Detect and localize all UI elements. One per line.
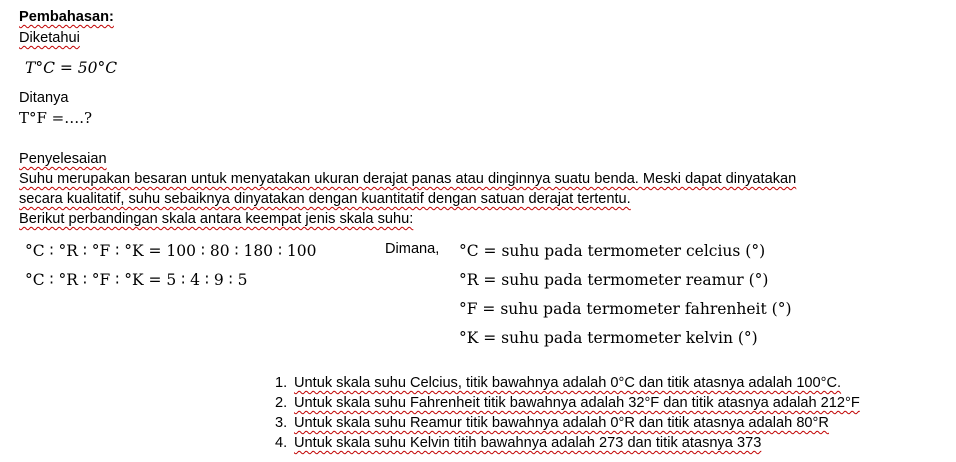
list-number: 1. xyxy=(275,375,288,391)
penyelesaian-label: Penyelesaian xyxy=(19,151,107,167)
ratio-equation-1: °C ∶ °R ∶ °F ∶ °K = 100 ∶ 80 ∶ 180 ∶ 100 xyxy=(25,242,317,260)
list-item-text: Untuk skala suhu Reamur titik bawahnya adalah 0°R dan titik atasnya adalah 80°R xyxy=(294,415,829,431)
list-item xyxy=(275,413,860,433)
list-number: 3. xyxy=(275,415,288,431)
paragraph-line-3: Berikut perbandingan skala antara keempat jenis skala suhu: xyxy=(19,211,414,227)
list-item xyxy=(275,373,860,393)
asked-equation: T°F =….? xyxy=(19,109,93,127)
definition-fahrenheit: °F = suhu pada termometer fahrenheit (°) xyxy=(459,300,792,318)
list-item-text: Untuk skala suhu Celcius, titik bawahnya adalah 0°C dan titik atasnya adalah 100°C. xyxy=(294,375,842,391)
ditanya-label: Ditanya xyxy=(19,90,69,106)
heading: Pembahasan: xyxy=(19,9,114,25)
list-item-text: Untuk skala suhu Kelvin titih bawahnya adalah 273 dan titik atasnya 373 xyxy=(294,435,762,451)
list-item xyxy=(275,433,860,453)
ratio-equation-2: °C ∶ °R ∶ °F ∶ °K = 5 ∶ 4 ∶ 9 ∶ 5 xyxy=(25,271,248,289)
diketahui-label: Diketahui xyxy=(19,30,80,46)
definition-celcius: °C = suhu pada termometer celcius (°) xyxy=(459,242,766,260)
numbered-list xyxy=(275,373,860,453)
given-equation: T°C = 50°C xyxy=(25,59,118,77)
definition-kelvin: °K = suhu pada termometer kelvin (°) xyxy=(459,329,758,347)
definition-reamur: °R = suhu pada termometer reamur (°) xyxy=(459,271,769,289)
paragraph-line-2: secara kualitatif, suhu sebaiknya dinyatakan dengan kuantitatif dengan satuan derajat tertentu. xyxy=(19,191,631,207)
paragraph-line-1: Suhu merupakan besaran untuk menyatakan ukuran derajat panas atau dinginnya suatu benda. Meski dapat dinyatakan xyxy=(19,171,797,187)
list-item-text: Untuk skala suhu Fahrenheit titik bawahnya adalah 32°F dan titik atasnya adalah 212°F xyxy=(294,395,860,411)
dimana-label: Dimana, xyxy=(385,241,440,257)
list-number: 4. xyxy=(275,435,288,451)
list-number: 2. xyxy=(275,395,288,411)
list-item xyxy=(275,393,860,413)
